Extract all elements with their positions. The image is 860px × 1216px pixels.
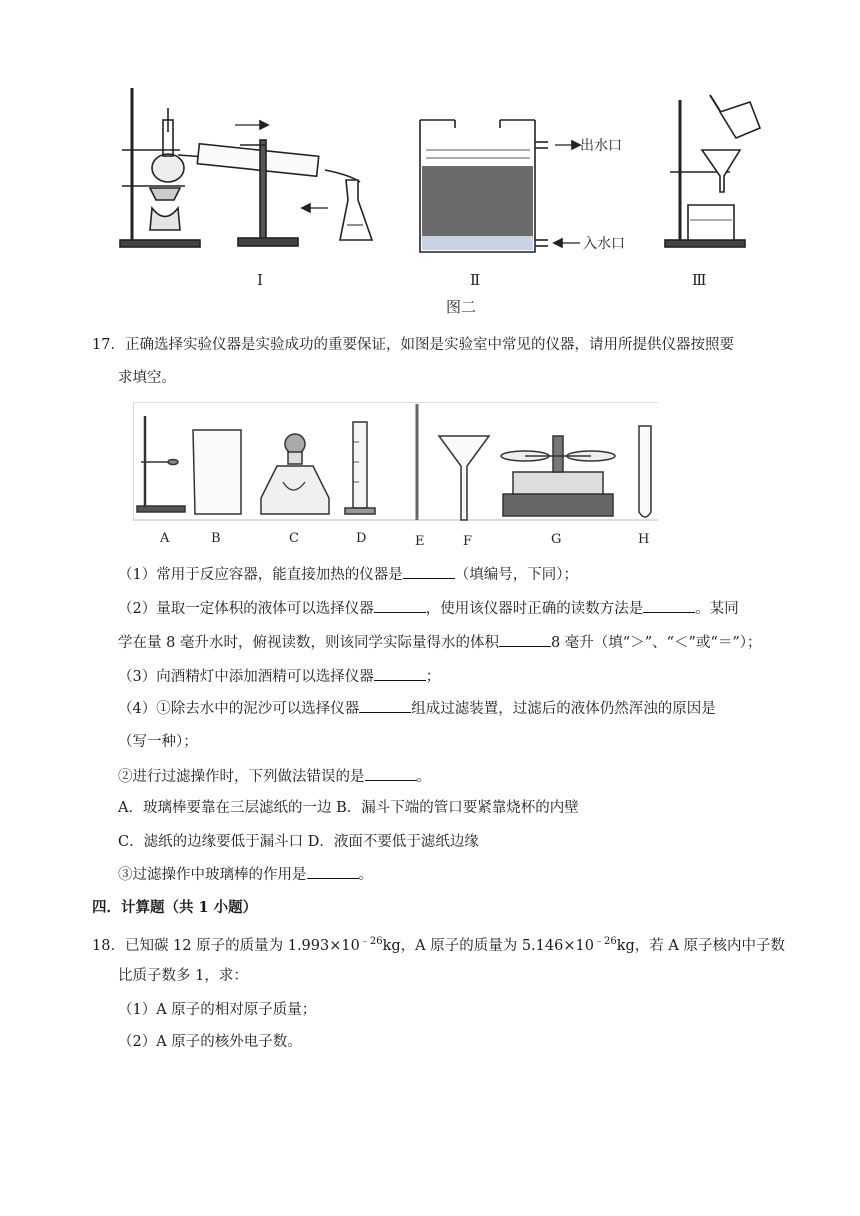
label-I: Ⅰ bbox=[257, 271, 263, 289]
instrument-label-D: D bbox=[356, 531, 367, 546]
q17-part3-tail: ； bbox=[425, 669, 441, 685]
alcohol-lamp-C bbox=[261, 434, 329, 514]
iron-stand-A bbox=[137, 416, 185, 512]
q17-part2-text: （2）量取一定体积的液体可以选择仪器 bbox=[118, 601, 374, 617]
answer-blank bbox=[359, 698, 411, 713]
instrument-label-B: B bbox=[211, 531, 221, 546]
q17-part2 bbox=[118, 598, 739, 619]
q18-text-c: kg，若 A 原子核内中子数 bbox=[616, 937, 785, 954]
graduated-cylinder-D bbox=[345, 422, 375, 514]
q17-part4-sub3 bbox=[118, 864, 373, 885]
answer-blank bbox=[374, 598, 426, 613]
q17-part2-line2 bbox=[118, 632, 762, 653]
q18-exponent-1: ﹣26 bbox=[359, 936, 383, 947]
instrument-label-H: H bbox=[638, 532, 650, 547]
instrument-label-C: C bbox=[289, 531, 299, 546]
q17-part4-line2: （写一种）； bbox=[118, 734, 198, 750]
q18-exponent-2: ﹣26 bbox=[593, 936, 617, 947]
answer-blank bbox=[365, 766, 417, 781]
q17-part3 bbox=[118, 666, 440, 687]
label-II: Ⅱ bbox=[470, 271, 481, 289]
q18-text-a: 18．已知碳 12 原子的质量为 1.993×10 bbox=[92, 937, 360, 954]
instrument-label-F: F bbox=[463, 534, 473, 549]
answer-blank bbox=[374, 666, 426, 681]
q17-options-cd: C．滤纸的边缘要低于漏斗口 D．液面不要低于滤纸边缘 bbox=[118, 834, 479, 850]
q17-part2-tail2: 8 毫升（填“＞”、“＜”或“＝”）； bbox=[550, 635, 762, 651]
q17-part4-sub2 bbox=[118, 766, 431, 787]
label-III: Ⅲ bbox=[692, 271, 707, 289]
figure-2 bbox=[110, 80, 770, 320]
q17-part1 bbox=[118, 564, 578, 585]
q17-part4-mid: 组成过滤装置，过滤后的液体仍然浑浊的原因是 bbox=[411, 701, 716, 717]
q17-part2-text2: 学在量 8 毫升水时，俯视读数，则该同学实际量得水的体积 bbox=[118, 635, 499, 651]
q18-text-b: kg，A 原子的质量为 5.146×10 bbox=[382, 937, 594, 954]
q17-stem-line1 bbox=[92, 335, 734, 355]
q17-stem-line2: 求填空。 bbox=[118, 370, 176, 386]
inlet-label: 入水口 bbox=[583, 236, 625, 252]
instrument-label-G: G bbox=[551, 532, 562, 547]
answer-blank bbox=[643, 598, 695, 613]
q17-part4 bbox=[118, 698, 716, 719]
q17-part1-text: （1）常用于反应容器，能直接加热的仪器是 bbox=[118, 567, 403, 583]
q17-part3-text: （3）向酒精灯中添加酒精可以选择仪器 bbox=[118, 669, 374, 685]
q17-stem-text: 正确选择实验仪器是实验成功的重要保证，如图是实验室中常见的仪器，请用所提供仪器按照要 bbox=[124, 337, 734, 353]
funnel-F bbox=[439, 436, 489, 520]
q17-part2-tail: 。某同 bbox=[695, 601, 739, 617]
q17-part4-sub2-text: ②进行过滤操作时，下列做法错误的是 bbox=[118, 769, 365, 785]
balance-G bbox=[501, 436, 615, 516]
q18-part1: （1）A 原子的相对原子质量； bbox=[118, 1002, 317, 1018]
q18-line2: 比质子数多 1，求： bbox=[118, 968, 248, 984]
figure-caption: 图二 bbox=[446, 298, 477, 316]
instrument-label-A: A bbox=[160, 531, 170, 546]
q17-number: 17． bbox=[92, 337, 125, 353]
answer-blank bbox=[499, 632, 551, 647]
filtration-apparatus bbox=[665, 95, 760, 247]
instrument-label-E: E bbox=[415, 534, 425, 549]
distillation-apparatus bbox=[120, 88, 372, 247]
test-tube-H bbox=[639, 426, 651, 517]
q17-part2-mid: ，使用该仪器时正确的读数方法是 bbox=[425, 601, 644, 617]
q17-part4-sub3-tail: 。 bbox=[358, 867, 373, 883]
q18-line1 bbox=[92, 932, 785, 956]
answer-blank bbox=[403, 564, 455, 579]
q17-part4-sub2-tail: 。 bbox=[416, 769, 431, 785]
q17-options-ab: A．玻璃棒要靠在三层滤纸的一边 B．漏斗下端的管口要紧靠烧杯的内壁 bbox=[118, 800, 579, 816]
beaker-B bbox=[193, 430, 241, 514]
q17-part1-tail: （填编号，下同）； bbox=[454, 567, 578, 583]
q18-part2: （2）A 原子的核外电子数。 bbox=[118, 1034, 302, 1050]
water-purifier-apparatus bbox=[420, 120, 580, 252]
q17-part4-sub3-text: ③过滤操作中玻璃棒的作用是 bbox=[118, 867, 307, 883]
answer-blank bbox=[307, 864, 359, 879]
outlet-label: 出水口 bbox=[580, 138, 622, 154]
instruments-figure bbox=[133, 402, 663, 552]
section-4-title: 四．计算题（共 1 小题） bbox=[92, 899, 258, 916]
q17-part4-text: （4）①除去水中的泥沙可以选择仪器 bbox=[118, 701, 360, 717]
